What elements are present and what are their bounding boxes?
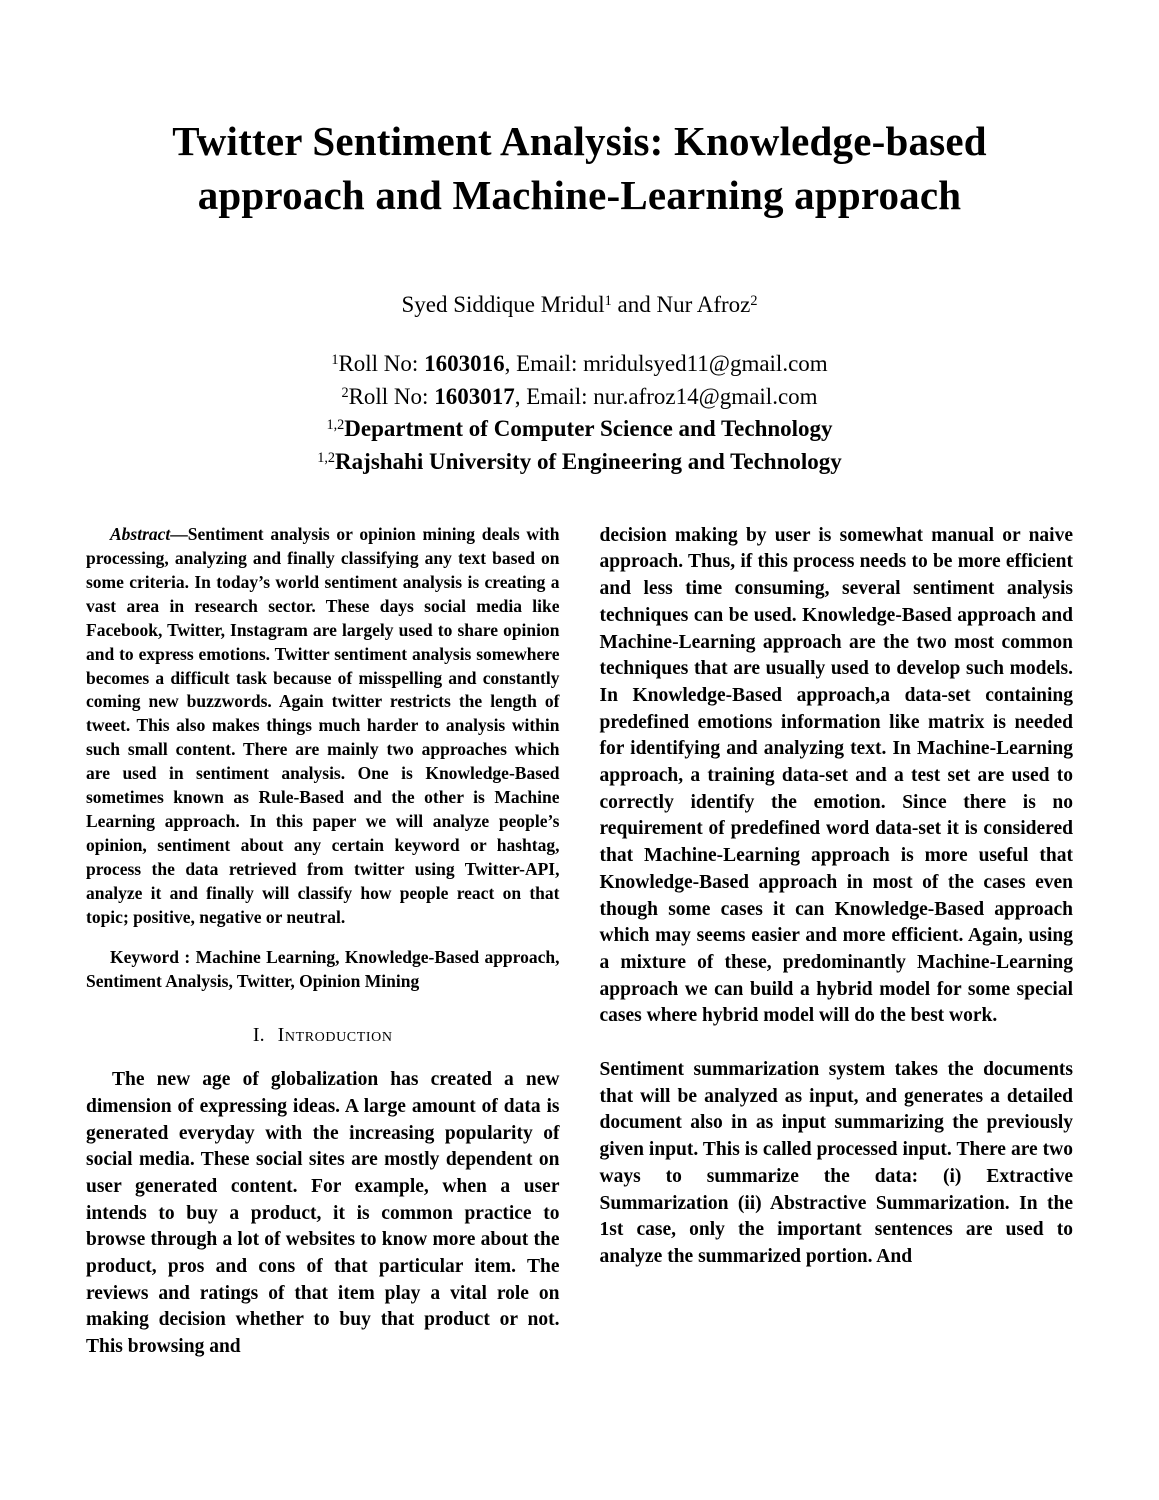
section-title: Introduction <box>277 1024 393 1047</box>
author-superscript-1: 1 <box>604 292 612 309</box>
affiliation-superscript: 1,2 <box>317 449 336 466</box>
affiliations-block <box>86 348 1073 479</box>
affiliation-text: Roll No: <box>338 351 425 377</box>
affiliation-line-university <box>86 446 1073 479</box>
right-column <box>600 523 1074 1361</box>
affiliation-line-department <box>86 413 1073 446</box>
introduction-paragraph-left: The new age of globalization has created a new dimension of expressing ideas. A large amount of data is generated everyday with the increasing popularity of social media. These social sites are mostly dependent on user generated content. For example, when a user intends to buy a product, it is common practice to browse through a lot of websites to know more about the product, pros and cons of that particular item. The reviews and ratings of that item play a vital role on making decision whether to buy that product or not. This browsing and <box>86 1069 560 1358</box>
department-name: Department of Computer Science and Technology <box>344 416 833 442</box>
author-name-2: Nur Afroz <box>656 292 751 318</box>
section-heading-introduction <box>86 1024 560 1047</box>
affiliation-line-roll-1 <box>86 348 1073 381</box>
paper-title <box>86 115 1073 222</box>
paper-title-line2: approach and Machine-Learning approach <box>197 171 962 218</box>
author-superscript-2: 2 <box>750 292 758 309</box>
affiliation-superscript: 1,2 <box>326 417 345 434</box>
keywords-paragraph: Keyword : Machine Learning, Knowledge-Based approach, Sentiment Analysis, Twitter, Opinion Mining <box>86 947 560 992</box>
paper-title-line1: Twitter Sentiment Analysis: Knowledge-based <box>172 118 987 165</box>
author-joiner: and <box>611 292 657 318</box>
abstract-label: Abstract <box>110 523 171 544</box>
affiliation-email: , Email: mridulsyed11@gmail.com <box>504 351 828 377</box>
affiliation-superscript: 2 <box>341 384 349 401</box>
university-name: Rajshahi University of Engineering and Technology <box>335 449 842 475</box>
two-column-body <box>86 523 1073 1361</box>
introduction-paragraph-right-continuation: decision making by user is somewhat manual or naive approach. Thus, if this process needs to be more efficient and less time consuming, several sentiment analysis techniques can be used. Knowledge-Based approach and Machine-Learning approach are the two most common techniques that are usually used to develop such models. In Knowledge-Based approach,a data-set containing predefined emotions information like matrix is needed for identifying and analyzing text. In Machine-Learning approach, a training data-set and a test set are used to correctly identify the emotion. Since there is no requirement of predefined word data-set it is considered that Machine-Learning approach is more useful that Knowledge-Based approach in most of the cases even though some cases it can Knowledge-Based approach which may seems easier and more efficient. Again, using a mixture of these, predominantly Machine-Learning approach we can build a hybrid model for some special cases where hybrid model will do the best work. <box>599 524 1073 1027</box>
author-line <box>86 292 1073 318</box>
affiliation-line-roll-2 <box>86 381 1073 414</box>
abstract-paragraph <box>86 523 560 930</box>
abstract-text: —Sentiment analysis or opinion mining deals with processing, analyzing and finally classifying any text based on some criteria. In today’s world sentiment analysis is creating a vast area in research sector. These days social media like Facebook, Twitter, Instagram are largely used to share opinion and to express emotions. Twitter sentiment analysis somewhere becomes a difficult task because of misspelling and constantly coming new buzzwords. Again twitter restricts the length of tweet. This also makes things much harder to analysis within such small content. There are mainly two approaches which are used in sentiment analysis. One is Knowledge-Based sometimes known as Rule-Based and the other is Machine Learning approach. In this paper we will analyze people’s opinion, sentiment about any certain keyword or hashtag, process the data retrieved from twitter using Twitter-API, analyze it and finally will classify how people react on that topic; positive, negative or neutral. <box>86 523 560 928</box>
section-number: I. <box>252 1024 265 1047</box>
author-name-1: Syed Siddique Mridul <box>401 292 605 318</box>
roll-number: 1603016 <box>424 351 505 377</box>
affiliation-email: , Email: nur.afroz14@gmail.com <box>514 383 818 409</box>
summarization-paragraph: Sentiment summarization system takes the documents that will be analyzed as input, and generates a detailed document also in as input summarizing the previously given input. This is called processed input. There are two ways to summarize the data: (i) Extractive Summarization (ii) Abstractive Summarization. In the 1st case, only the important sentences are used to analyze the summarized portion. And <box>599 1059 1073 1267</box>
roll-number: 1603017 <box>434 383 515 409</box>
affiliation-text: Roll No: <box>348 383 435 409</box>
left-column <box>86 523 560 1361</box>
affiliation-superscript: 1 <box>331 351 339 368</box>
